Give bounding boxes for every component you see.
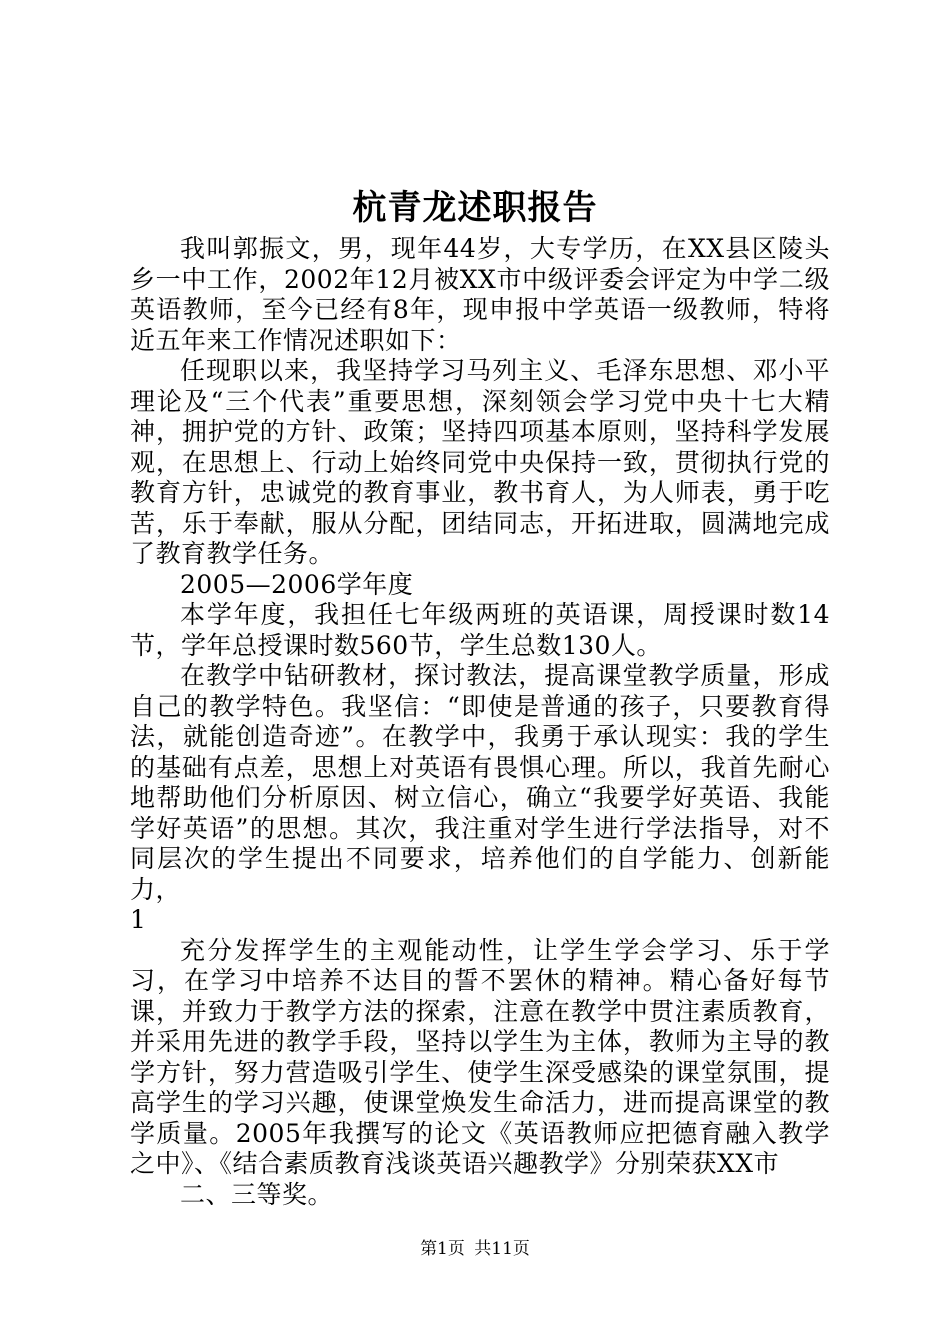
document-body [130,234,830,1210]
paragraph-student-initiative: 充分发挥学生的主观能动性，让学生学会学习、乐于学习，在学习中培养不达目的誓不罢休的精神。精心备好每节课，并致力于教学方法的探索，注意在教学中贯注素质教育，并采用先进的教学手段，坚持以学生为主体，教师为主导的教学方针，努力营造吸引学生、使学生深受感染的课堂氛围，提高学生的学习兴趣，使课堂焕发生命活力，进而提高课堂的教学质量。2005年我撰写的论文《英语教师应把德育融入教学之中》、《结合素质教育浅谈英语兴趣教学》分别荣获XX市 [130,935,830,1178]
document-title: 杭青龙述职报告 [352,188,598,228]
page-number: 第1页 [420,1239,465,1259]
paragraph-page-marker: 1 [130,905,147,934]
paragraph-award: 二、三等奖。 [180,1179,334,1209]
page-footer [0,1238,950,1260]
paragraph-teaching-load: 本学年度，我担任七年级两班的英语课，周授课时数14节，学年总授课时数560节，学生总数130人。 [130,600,830,660]
paragraph-teaching-method: 在教学中钻研教材，探讨教法，提高课堂教学质量，形成自己的教学特色。我坚信：“即使是普通的孩子，只要教育得法，就能创造奇迹”。在教学中，我勇于承认现实：我的学生的基础有点差，思想上对英语有畏惧心理。所以，我首先耐心地帮助他们分析原因、树立信心，确立“我要学好英语、我能学好英语”的思想。其次，我注重对学生进行学法指导，对不同层次的学生提出不同要求，培养他们的自学能力、创新能力， [130,661,830,904]
paragraph-year-heading: 2005—2006学年度 [180,569,414,599]
paragraph-intro: 我叫郭振文，男，现年44岁，大专学历，在XX县区陵头乡一中工作，2002年12月被XX市中级评委会评定为中学二级英语教师，至今已经有8年，现申报中学英语一级教师，特将近五年来工作情况述职如下： [130,234,830,355]
page-total: 共11页 [474,1239,530,1259]
paragraph-political: 任现职以来，我坚持学习马列主义、毛泽东思想、邓小平理论及“三个代表”重要思想，深刻领会学习党中央十七大精神，拥护党的方针、政策；坚持四项基本原则，坚持科学发展观，在思想上、行动上始终同党中央保持一致，贯彻执行党的教育方针，忠诚党的教育事业，教书育人，为人师表，勇于吃苦，乐于奉献，服从分配，团结同志，开拓进取，圆满地完成了教育教学任务。 [130,356,830,568]
